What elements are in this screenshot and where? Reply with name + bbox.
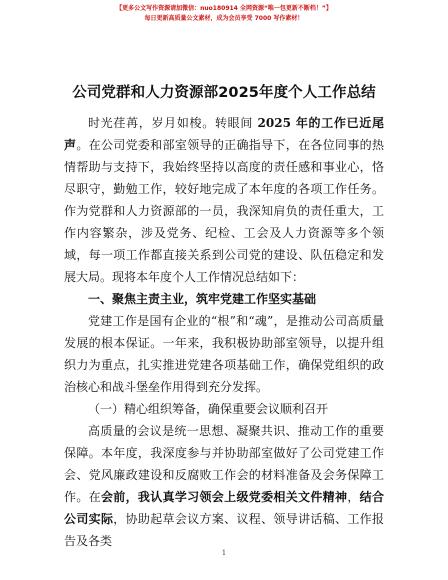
subsection-1-paragraph	[64, 420, 384, 552]
subsection-1-emphasis-2: 结合公司实际	[64, 490, 384, 526]
subsection-1-text-start: 高质量的会议是统一思想、凝聚共识、推动工作的重要保障。本年度，我深度参与并协助部室做好了公司党建工作会、党风廉政建设和反腐败工作会的材料准备及会务保障工作。在	[64, 424, 384, 504]
document-body	[64, 112, 384, 552]
intro-paragraph	[64, 112, 384, 288]
intro-text-rest: 。在公司党委和部室领导的正确指导下，在各位同事的热情帮助与支持下，我始终坚持以高度的责任感和事业心，恪尽职守，勤勉工作，较好地完成了本年度的各项工作任务。作为党群和人力资源部的一员，我深知肩负的责任重大，工作内容繁杂，涉及党务、纪检、工会及人力资源等多个领域，每一项工作都直接关系到公司党的建设、队伍稳定和发展大局。现将本年度个人工作情况总结如下：	[64, 138, 384, 284]
promo-banner-line-1: 【更多公文写作资源请加微信：nuo180914 全网资源“唯一包更新不断档！”】	[116, 5, 332, 12]
page-number: 1	[221, 549, 227, 557]
subsection-1-text-end: ，协助起草会议方案、议程、领导讲话稿、工作报告及各类	[64, 512, 384, 548]
subsection-heading-1: （一）精心组织筹备，确保重要会议顺利召开	[88, 402, 329, 416]
promo-banner	[0, 4, 448, 24]
section-heading-1: 一、聚焦主责主业，筑牢党建工作坚实基础	[88, 292, 317, 306]
subsection-1-text-middle: ，	[347, 490, 360, 504]
subsection-1-emphasis-1: 会前，我认真学习领会上级党委相关文件精神	[100, 490, 348, 504]
intro-text-start: 时光荏苒，岁月如梭。转眼间	[88, 116, 258, 130]
section-1-paragraph: 党建工作是国有企业的“根”和“魂”，是推动公司高质量发展的根本保证。一年来，我积极协助部室领导，以提升组织力为重点，扎实推进党建各项基础工作，确保党组织的政治核心和战斗堡垒作用得到充分发挥。	[64, 314, 384, 394]
promo-banner-line-2: 每日更新高质量公文素材，成为会员享受 7000 写作素材！	[144, 15, 304, 22]
intro-emphasis: 2025 年的工作已近尾声	[64, 116, 384, 152]
document-title: 公司党群和人力资源部2025年度个人工作总结	[72, 85, 376, 101]
